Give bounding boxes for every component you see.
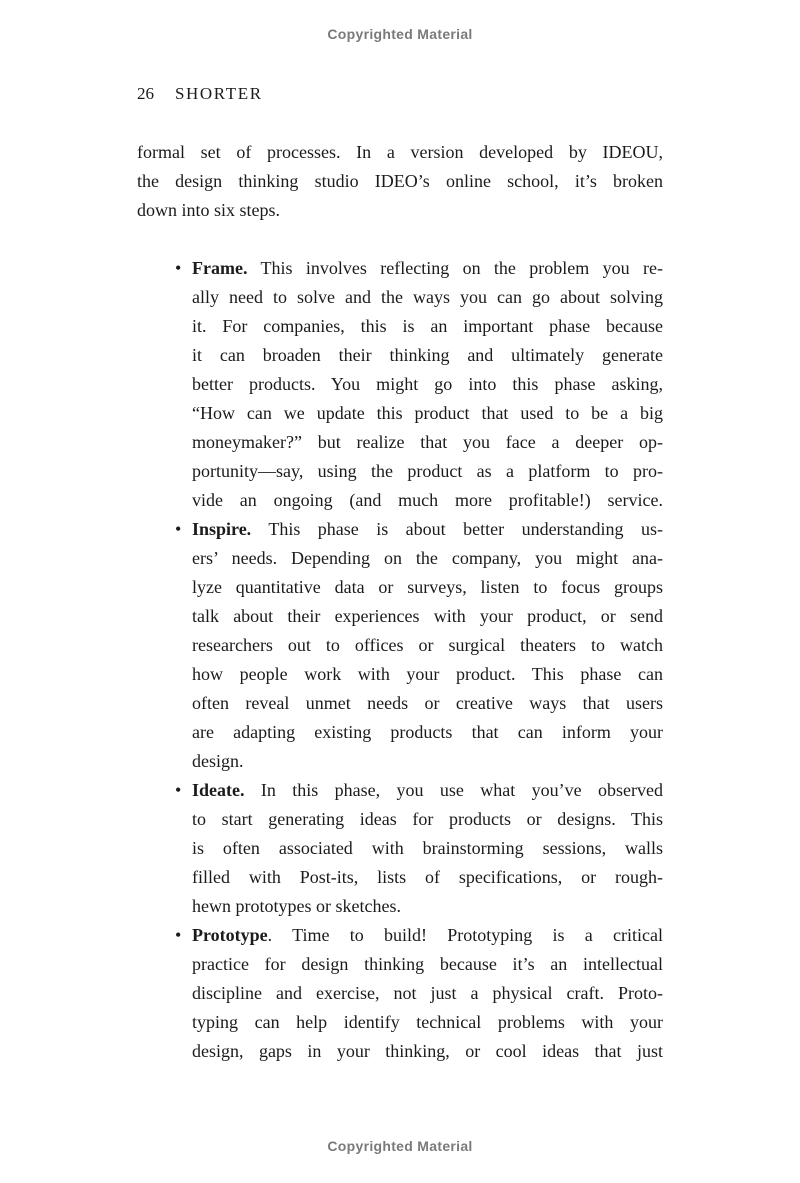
text-line: Prototype. Time to build! Prototyping is a critical bbox=[192, 925, 663, 945]
text-line: talk about their experiences with your product, or send bbox=[192, 606, 663, 626]
text-line: “How can we update this product that used to be a big bbox=[192, 403, 663, 423]
bullet-list bbox=[137, 254, 663, 1066]
text-line: vide an ongoing (and much more profitable!) service. bbox=[192, 490, 663, 510]
bullet-marker: • bbox=[175, 258, 182, 278]
page-number: 26 bbox=[137, 84, 154, 103]
text-line: Frame. This involves reflecting on the problem you re- bbox=[192, 258, 663, 278]
bullet-item bbox=[137, 776, 663, 921]
copyright-banner-bottom: Copyrighted Material bbox=[327, 1138, 473, 1154]
text-line: it can broaden their thinking and ultimately generate bbox=[192, 345, 663, 365]
bullet-marker: • bbox=[175, 925, 182, 945]
page-body bbox=[137, 138, 663, 1066]
bullet-item bbox=[137, 515, 663, 776]
text-line: it. For companies, this is an important phase because bbox=[192, 316, 663, 336]
text-line: design. bbox=[192, 751, 244, 771]
bullet-lead: Inspire. bbox=[192, 519, 252, 539]
copyright-banner-top: Copyrighted Material bbox=[327, 26, 473, 42]
bullet-lead: Ideate. bbox=[192, 780, 245, 800]
bullet-marker: • bbox=[175, 780, 182, 800]
text-line: formal set of processes. In a version developed by IDEOU, bbox=[137, 142, 663, 162]
intro-paragraph bbox=[137, 138, 663, 225]
bullet-item bbox=[137, 254, 663, 515]
page-header bbox=[137, 84, 263, 104]
bullet-marker: • bbox=[175, 519, 182, 539]
text-line: discipline and exercise, not just a physical craft. Proto- bbox=[192, 983, 663, 1003]
text-line: down into six steps. bbox=[137, 200, 281, 220]
text-line: researchers out to offices or surgical theaters to watch bbox=[192, 635, 663, 655]
text-line: filled with Post-its, lists of specifications, or rough- bbox=[192, 867, 663, 887]
running-title: SHORTER bbox=[175, 84, 263, 103]
text-line: design, gaps in your thinking, or cool ideas that just bbox=[192, 1041, 663, 1061]
bullet-lead: Prototype bbox=[192, 925, 268, 945]
text-line: lyze quantitative data or surveys, listen to focus groups bbox=[192, 577, 663, 597]
text-line: Ideate. In this phase, you use what you’ve observed bbox=[192, 780, 663, 800]
text-line: hewn prototypes or sketches. bbox=[192, 896, 401, 916]
text-line: often reveal unmet needs or creative ways that users bbox=[192, 693, 663, 713]
paragraph-spacer bbox=[137, 225, 663, 254]
text-line: the design thinking studio IDEO’s online school, it’s broken bbox=[137, 171, 663, 191]
text-line: to start generating ideas for products or designs. This bbox=[192, 809, 663, 829]
text-line: are adapting existing products that can inform your bbox=[192, 722, 663, 742]
text-line: is often associated with brainstorming sessions, walls bbox=[192, 838, 663, 858]
bullet-lead: Frame. bbox=[192, 258, 248, 278]
text-line: portunity—say, using the product as a platform to pro- bbox=[192, 461, 663, 481]
text-line: moneymaker?” but realize that you face a deeper op- bbox=[192, 432, 663, 452]
bullet-item bbox=[137, 921, 663, 1066]
text-line: practice for design thinking because it’s an intellectual bbox=[192, 954, 663, 974]
text-line: Inspire. This phase is about better understanding us- bbox=[192, 519, 663, 539]
text-line: typing can help identify technical problems with your bbox=[192, 1012, 663, 1032]
text-line: ally need to solve and the ways you can go about solving bbox=[192, 287, 663, 307]
text-line: better products. You might go into this phase asking, bbox=[192, 374, 663, 394]
text-line: how people work with your product. This phase can bbox=[192, 664, 663, 684]
text-line: ers’ needs. Depending on the company, you might ana- bbox=[192, 548, 663, 568]
